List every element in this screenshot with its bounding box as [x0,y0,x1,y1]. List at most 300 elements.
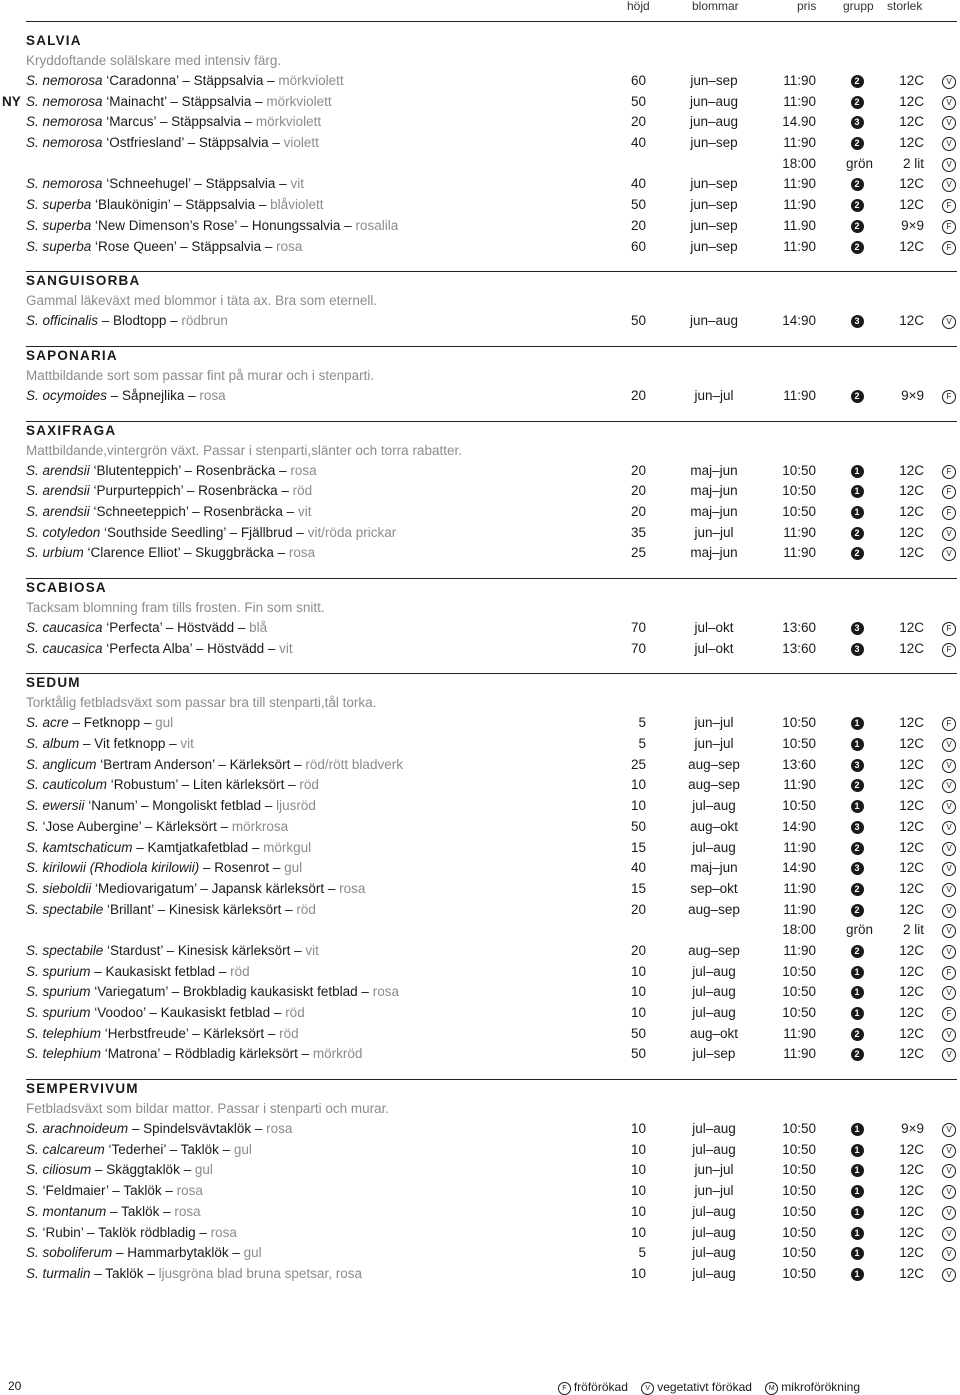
plant-row [0,796,960,817]
plant-row [0,941,960,962]
price-value: 14:90 [782,313,816,329]
scientific-name: S. ewersii [26,798,85,814]
price-value: 10:50 [782,1265,816,1281]
scientific-name: S. nemorosa [26,114,103,130]
scientific-name: S. officinalis [26,313,99,329]
plant-name [26,1160,213,1181]
price-value: 18:00 [782,922,816,938]
pot-size: 2 lit [902,922,924,938]
height-value: 10 [630,1183,646,1199]
plant-name [26,639,293,660]
header-hojd: höjd [627,0,650,13]
section-salvia [0,32,960,257]
plant-name [26,133,319,154]
v-circle-icon: V [942,759,956,773]
group-cell [846,775,868,796]
cultivar-name: ‘Blaukönigin’ [91,197,171,213]
v-circle-icon: V [942,1144,956,1158]
plant-row [0,1181,960,1202]
price-value: 14:90 [782,860,816,876]
plant-name [26,713,173,734]
group-number-icon: 1 [851,800,864,813]
pot-size: 12C [899,715,924,731]
flower-color: gul [191,1162,213,1178]
cultivar-name: ‘Ostfriesland’ [102,135,184,151]
catalog-content [0,32,960,1285]
height-value: 10 [630,1162,646,1178]
pot-size: 12C [899,462,924,478]
price-value: 11:90 [783,197,816,213]
section-gap [0,564,960,578]
flower-color: blå [245,620,268,635]
group-cell [846,523,868,544]
bloom-period: jul–aug [692,1203,736,1219]
plant-row [0,481,960,502]
pot-size: 12C [899,1025,924,1041]
height-value: 15 [630,839,646,855]
bloom-period: jun–aug [689,313,739,329]
propagation-cell [942,1024,956,1045]
propagation-cell [942,502,956,523]
scientific-name: S. superba [26,217,92,233]
v-circle-icon: V [942,904,956,918]
group-number-icon: 1 [851,1164,864,1177]
cultivar-name: ‘New Dimenson’s Rose’ [91,217,237,233]
plant-row [0,71,960,92]
propagation-cell [942,1003,956,1024]
height-value: 70 [630,620,646,635]
scientific-name: S. urbium [26,545,84,561]
group-number-icon: 3 [851,643,864,656]
plant-name [26,461,317,482]
pot-size: 12C [899,503,924,519]
price-value: 10:50 [782,1245,816,1261]
plant-row [0,1160,960,1181]
group-number-icon: 3 [851,622,864,635]
pot-size: 12C [899,1265,924,1281]
v-circle-icon: V [942,75,956,89]
top-rule [26,21,957,22]
height-value: 20 [630,217,646,233]
common-name: – Stäppsalvia – [190,176,287,192]
price-value: 10:50 [782,1141,816,1157]
plant-row [0,982,960,1003]
group-cell [846,1024,868,1045]
plant-row [0,92,960,113]
price-value: 11:90 [783,135,816,151]
propagation-cell [942,481,956,502]
m-circle-icon: M [765,1382,778,1395]
bloom-period: maj–jun [690,860,738,876]
scientific-name: S. spurium [26,963,91,979]
group-cell [846,311,868,332]
flower-color: vit [275,640,293,656]
group-cell [846,174,868,195]
group-number-icon: 1 [851,1227,864,1240]
bloom-period: jun–jul [694,524,734,540]
scientific-name: S. soboliferum [26,1245,113,1261]
scientific-name: S. superba [26,197,92,213]
section-saponaria [0,332,960,407]
plant-name [26,1140,252,1161]
flower-color: röd [295,777,319,793]
height-value: 50 [630,1025,646,1041]
scientific-name: S. caucasica [26,620,103,635]
plant-name [26,1003,305,1024]
price-value: 11:90 [783,942,816,958]
pot-size: 12C [899,963,924,979]
height-value: 5 [638,736,646,752]
group-cell [846,481,868,502]
plant-name [26,858,302,879]
propagation-cell [942,817,956,838]
flower-color: mörkviolett [252,114,322,130]
group-cell [846,1119,868,1140]
bloom-period: maj–jun [690,545,738,561]
v-circle-icon: V [942,1227,956,1241]
plant-row [0,174,960,195]
scientific-name: S. calcareum [26,1141,105,1157]
propagation-cell [942,195,956,216]
flower-color: mörkrosa [228,818,289,834]
scientific-name: S. arendsii [26,503,90,519]
plant-row [0,734,960,755]
propagation-cell [942,543,956,564]
scientific-name: S. spurium [26,1005,91,1020]
section-gap [0,257,960,271]
group-cell [846,982,868,1003]
plant-row [0,1024,960,1045]
group-cell [846,639,868,660]
plant-name [26,1243,262,1264]
cultivar-name: ‘Purpurteppich’ [89,483,184,499]
v-circle-icon: V [942,842,956,856]
bloom-period: jul–aug [692,984,736,1000]
v-circle-icon: V [942,1206,956,1220]
cultivar-name: ‘Rose Queen’ [91,238,177,254]
common-name: – Rosenbräcka – [180,462,287,478]
height-value: 10 [630,984,646,1000]
bloom-period: jun–sep [690,176,738,192]
f-circle-icon: F [942,1007,956,1021]
price-value: 11:90 [783,777,816,793]
group-number-icon: 1 [851,465,864,478]
cultivar-name: ‘Stardust’ [103,942,163,958]
section-description: Mattbildande sort som passar fint på murar och i stenparti. [26,367,375,383]
bloom-period: jul–aug [692,1265,736,1281]
plant-row [0,775,960,796]
scientific-name: S. album [26,736,80,752]
plant-row [0,461,960,482]
propagation-cell [942,1160,956,1181]
group-number-icon: 1 [851,1206,864,1219]
propagation-cell [942,386,956,407]
cultivar-name: ‘Caradonna’ [102,73,179,88]
common-name: – Taklök – [108,1183,173,1199]
propagation-cell [942,1223,956,1244]
common-name: – Rosenbräcka – [188,503,295,519]
height-value: 10 [630,798,646,814]
flower-color: mörkviolett [274,73,344,88]
pot-size: 12C [899,736,924,752]
pot-size: 12C [899,238,924,254]
plant-name [26,216,398,237]
plant-row [0,817,960,838]
scientific-name: S. telephium [26,1025,102,1041]
section-title: SAPONARIA [26,347,118,363]
plant-row [0,879,960,900]
propagation-cell [942,154,956,175]
price-value: 10:50 [782,462,816,478]
plant-row [0,858,960,879]
f-circle-icon: F [942,506,956,520]
bloom-period: jun–jul [694,736,734,752]
price-value: 10:50 [782,483,816,499]
legend [548,1380,860,1395]
legend-item-frö [558,1380,628,1394]
height-value: 20 [630,462,646,478]
pot-size: 12C [899,798,924,814]
price-value: 11:90 [783,839,816,855]
price-value: 10:50 [782,1121,816,1137]
height-value: 60 [630,238,646,254]
scientific-name: S. spectabile [26,901,104,917]
scientific-name: S. spectabile [26,942,104,958]
group-cell [846,386,868,407]
common-name: – Honungssalvia – [236,217,352,233]
price-value: 11:90 [783,880,816,896]
plant-row [0,962,960,983]
bloom-period: jul–aug [692,1121,736,1137]
bloom-period: aug–sep [688,777,740,793]
common-name: – Taklök rödbladig – [83,1224,207,1240]
height-value: 50 [630,197,646,213]
common-name: – Kamtjatkafetblad – [132,839,260,855]
group-number-icon: 3 [851,116,864,129]
group-number-icon: 2 [851,842,864,855]
section-saxifraga [0,407,960,564]
bloom-period: jun–jul [694,1183,734,1199]
height-value: 10 [630,1224,646,1240]
price-value: 11.90 [783,217,816,233]
bloom-period: maj–jun [690,503,738,519]
scientific-name: S. cotyledon [26,524,101,540]
cultivar-name: ‘Rubin’ [38,1224,84,1240]
price-value: 13:60 [782,620,816,635]
height-value: 20 [630,387,646,403]
bloom-period: maj–jun [690,462,738,478]
v-circle-icon: V [942,315,956,329]
new-badge: NY [2,93,21,109]
pot-size: 12C [899,984,924,1000]
v-circle-icon: V [942,547,956,561]
section-title: SCABIOSA [26,580,107,595]
common-name: – Fjällbrud – [225,524,304,540]
group-cell [846,838,868,859]
price-value: 13:60 [782,640,816,656]
section-description: Torktålig fetbladsväxt som passar bra till stenparti,tål torka. [26,695,377,711]
plant-name [26,817,288,838]
group-text: grön [846,922,874,938]
price-value: 11:90 [783,176,816,192]
v-circle-icon: V [641,1382,654,1395]
plant-name [26,174,304,195]
height-value: 25 [630,756,646,772]
f-circle-icon: F [942,465,956,479]
bloom-period: jul–aug [692,1224,736,1240]
group-cell [846,71,868,92]
f-circle-icon: F [942,622,956,636]
propagation-cell [942,858,956,879]
common-name: – Vit fetknopp – [79,736,177,752]
bloom-period: jul–aug [692,963,736,979]
scientific-name: S. arendsii [26,483,90,499]
f-circle-icon: F [942,241,956,255]
height-value: 20 [630,901,646,917]
flower-color: gul [151,715,174,731]
cultivar-name: ‘Brillant’ [103,901,154,917]
plant-name [26,734,194,755]
price-value: 11:90 [783,73,816,88]
common-name: – Kärleksört – [141,818,229,834]
bloom-period: aug–sep [688,756,740,772]
group-number-icon: 1 [851,485,864,498]
flower-color: rosa [262,1121,293,1137]
height-value: 50 [630,818,646,834]
scientific-name: S. cauticolum [26,777,108,793]
common-name: – Blodtopp – [98,313,178,329]
flower-color: röd/rött bladverk [301,756,403,772]
plant-name [26,900,316,921]
propagation-cell [942,734,956,755]
height-value: 10 [630,1005,646,1020]
bloom-period: maj–jun [690,483,738,499]
pot-size: 2 lit [902,155,924,171]
group-number-icon: 2 [851,178,864,191]
propagation-cell [942,461,956,482]
group-number-icon: 1 [851,966,864,979]
bloom-period: jun–sep [690,135,738,151]
scientific-name: S. arendsii [26,462,90,478]
v-circle-icon: V [942,924,956,938]
bloom-period: jul–aug [692,1245,736,1261]
propagation-cell [942,216,956,237]
propagation-cell [942,838,956,859]
legend-item-vegetativ [641,1380,752,1394]
plant-name [26,386,226,407]
flower-color: rosa [335,880,366,896]
pot-size: 12C [899,839,924,855]
common-name: – Rosenrot – [199,860,281,876]
v-circle-icon: V [942,527,956,541]
flower-color: gul [230,1141,252,1157]
legend-label: fröförökad [573,1380,628,1394]
header-storlek: storlek [887,0,923,13]
section-scabiosa [0,564,960,659]
page-number: 20 [8,1379,22,1393]
plant-name [26,755,403,776]
pot-size: 12C [899,1141,924,1157]
group-number-icon: 2 [851,390,864,403]
section-title: SANGUISORBA [26,273,141,289]
bloom-period: jun–aug [689,114,739,130]
section-description: Fetbladsväxt som bildar mattor. Passar i stenparti och murar. [26,1101,390,1117]
height-value: 40 [630,135,646,151]
bloom-period: jul–aug [692,1005,736,1020]
f-circle-icon: F [942,717,956,731]
pot-size: 12C [899,942,924,958]
group-number-icon: 2 [851,241,864,254]
scientific-name: S. nemorosa [26,93,103,109]
bloom-period: jul–okt [694,620,734,635]
propagation-cell [942,879,956,900]
plant-name [26,796,316,817]
flower-color: ljusgröna blad bruna spetsar, rosa [154,1265,362,1281]
cultivar-name: ‘Schneeteppich’ [89,503,189,519]
common-name: – Skäggtaklök – [91,1162,192,1178]
group-cell [846,755,868,776]
v-circle-icon: V [942,738,956,752]
height-value: 10 [630,1121,646,1137]
group-number-icon: 1 [851,1185,864,1198]
scientific-name: S. kirilowii (Rhodiola kirilowii) [26,860,200,876]
plant-row [0,713,960,734]
common-name: – Kärleksört – [214,756,302,772]
section-title: SALVIA [26,33,82,48]
plant-name [26,1223,237,1244]
group-cell [846,195,868,216]
common-name: – Brokbladig kaukasiskt fetblad – [167,984,369,1000]
group-cell [846,133,868,154]
section-title: SEMPERVIVUM [26,1081,139,1097]
cultivar-name: ‘Clarence Elliot’ [83,545,181,561]
plant-name [26,1264,362,1285]
cultivar-name: ‘Herbstfreude’ [101,1025,189,1041]
group-cell [846,1044,868,1065]
v-circle-icon: V [942,986,956,1000]
group-cell [846,461,868,482]
flower-color: rosa [170,1203,201,1219]
height-value: 10 [630,777,646,793]
propagation-cell [942,713,956,734]
price-value: 11:90 [783,387,816,403]
common-name: – Kaukasiskt fetblad – [145,1005,282,1020]
scientific-name: S. ocymoides [26,387,108,403]
common-name: – Stäppsalvia – [156,114,253,130]
propagation-cell [942,112,956,133]
height-value: 5 [638,715,646,731]
pot-size: 12C [899,1162,924,1178]
propagation-cell [942,920,956,941]
height-value: 60 [630,73,646,88]
legend-label: mikroförökning [781,1380,860,1394]
plant-name [26,879,365,900]
v-circle-icon: V [942,178,956,192]
v-circle-icon: V [942,1185,956,1199]
propagation-cell [942,982,956,1003]
plant-row [0,1243,960,1264]
cultivar-name: ‘Nanum’ [84,798,138,814]
pot-size: 9×9 [901,1121,924,1137]
flower-color: ljusröd [272,798,316,814]
price-value: 10:50 [782,736,816,752]
v-circle-icon: V [942,862,956,876]
flower-color: röd [292,901,316,917]
group-cell [846,941,868,962]
flower-color: röd [281,1005,305,1020]
price-value: 10:50 [782,1183,816,1199]
plant-row [0,900,960,921]
